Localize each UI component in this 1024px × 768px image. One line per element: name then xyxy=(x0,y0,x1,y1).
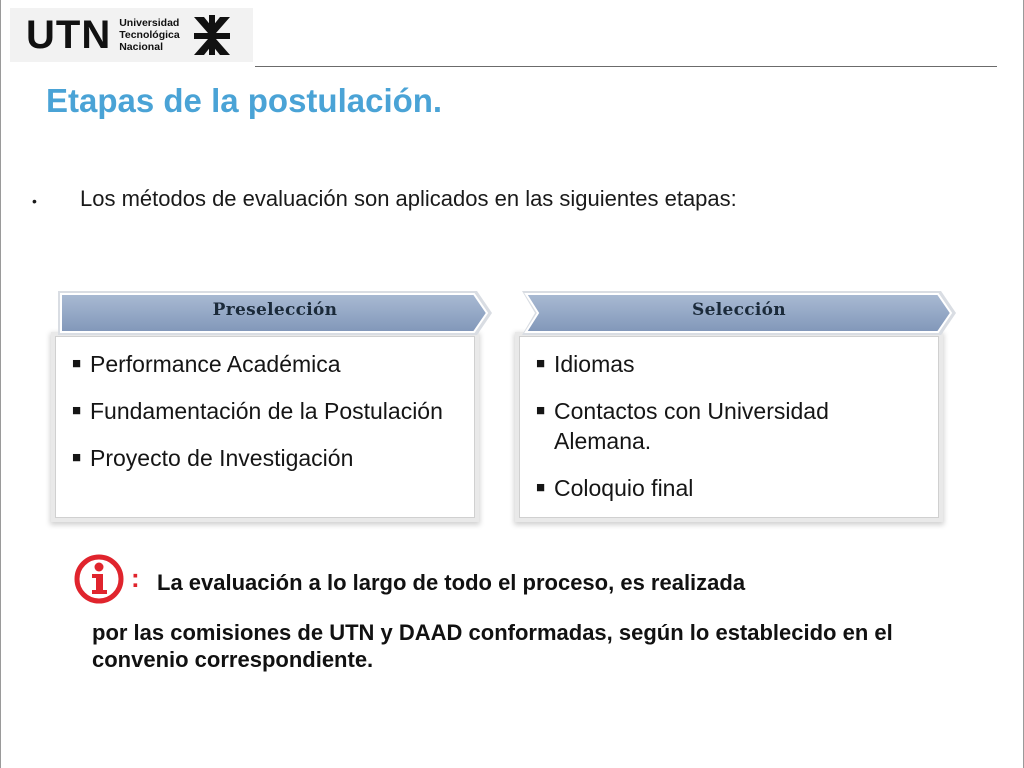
stage-list-box xyxy=(519,336,939,518)
square-bullet-icon: ■ xyxy=(536,402,546,419)
note-first-line: La evaluación a lo largo de todo el proceso, es realizada xyxy=(157,570,746,595)
list-item-text: Performance Académica xyxy=(90,351,341,377)
logo-sub-line: Nacional xyxy=(119,41,163,53)
list-item xyxy=(536,473,930,503)
square-bullet-icon: ■ xyxy=(72,402,82,419)
list-item xyxy=(536,349,930,379)
square-bullet-icon: ■ xyxy=(536,355,546,372)
list-item-text: Coloquio final xyxy=(554,475,694,501)
list-item xyxy=(536,396,930,456)
intro-text: Los métodos de evaluación son aplicados en las siguientes etapas: xyxy=(80,186,737,211)
list-item-text: Proyecto de Investigación xyxy=(90,445,354,471)
logo-wordmark: UTN xyxy=(26,13,112,57)
stage-item-list xyxy=(56,337,474,473)
logo-sub-line: Universidad xyxy=(119,17,180,29)
stage-heading-chevron xyxy=(519,288,959,338)
info-colon: : xyxy=(131,563,140,593)
stage-heading: Selección xyxy=(692,300,786,320)
square-bullet-icon: ■ xyxy=(72,355,82,372)
info-icon xyxy=(73,553,125,605)
list-item-text: Contactos con Universidad Alemana. xyxy=(554,398,829,454)
logo-subtitle xyxy=(119,17,179,53)
square-bullet-icon: ■ xyxy=(72,449,82,466)
list-item xyxy=(72,443,466,473)
stage-heading-chevron xyxy=(55,288,495,338)
stage-item-list xyxy=(520,337,938,503)
list-item-text: Idiomas xyxy=(554,351,635,377)
list-item xyxy=(72,396,466,426)
intro-bullet xyxy=(32,186,737,212)
stage-heading: Preselección xyxy=(212,300,338,320)
utn-emblem-icon xyxy=(190,13,234,57)
list-item xyxy=(72,349,466,379)
utn-logo xyxy=(10,8,253,62)
slide-title: Etapas de la postulación. xyxy=(46,82,443,119)
square-bullet-icon: ■ xyxy=(536,479,546,496)
list-item-text: Fundamentación de la Postulación xyxy=(90,398,443,424)
stage-seleccion xyxy=(519,288,959,501)
stage-list-box xyxy=(55,336,475,518)
logo-sub-line: Tecnológica xyxy=(119,29,180,41)
header-divider xyxy=(255,66,997,67)
bullet-marker: • xyxy=(32,193,37,209)
stage-preseleccion xyxy=(55,288,495,471)
note-continuation: por las comisiones de UTN y DAAD conformadas, según lo establecido en el convenio correspondiente. xyxy=(92,620,893,672)
